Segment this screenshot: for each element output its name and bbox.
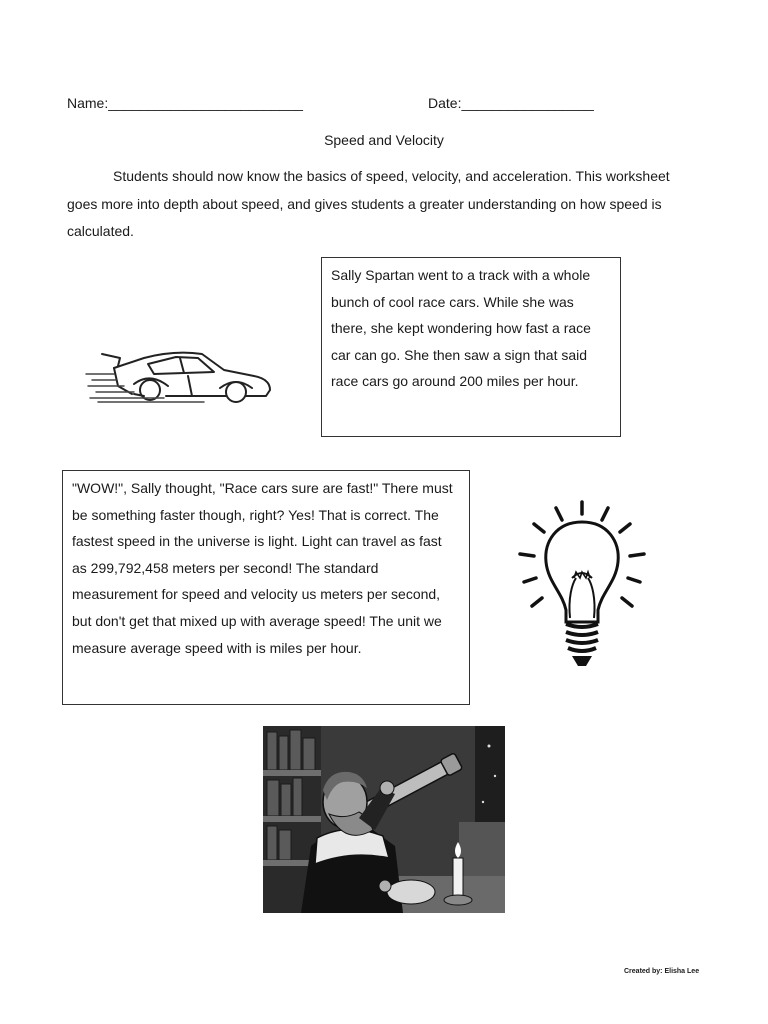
date-field-label: Date:_________________ (428, 95, 594, 111)
story-box-race-cars (321, 257, 621, 437)
astronomer-image (263, 726, 505, 913)
creator-credit: Created by: Elisha Lee (624, 968, 700, 975)
light-bulb-image (516, 498, 648, 674)
story-box-light-speed-text: "WOW!", Sally thought, "Race cars sure are fast!" There must be something faster though, right? Yes! That is correct. The fastest speed in the universe is light. Light can travel as fast as 299,792,458 meters per second! The standard measurement for speed and velocity us meters per second, but don't get that mixed up with average speed! The unit we measure average speed with is miles per hour. (72, 480, 453, 656)
intro-text: Students should now know the basics of speed, velocity, and acceleration. This worksheet goes more into depth about speed, and gives students a greater understanding on how speed is calculated. (67, 168, 670, 239)
page-title: Speed and Velocity (324, 132, 444, 148)
intro-paragraph (67, 163, 692, 246)
name-field-label: Name:_________________________ (67, 95, 303, 111)
story-box-race-cars-text: Sally Spartan went to a track with a whole bunch of cool race cars. While she was there, she kept wondering how fast a race car can go. She then saw a sign that said race cars go around 200 miles per hour. (331, 267, 591, 390)
race-car-image (84, 346, 276, 410)
story-box-light-speed (62, 470, 470, 705)
